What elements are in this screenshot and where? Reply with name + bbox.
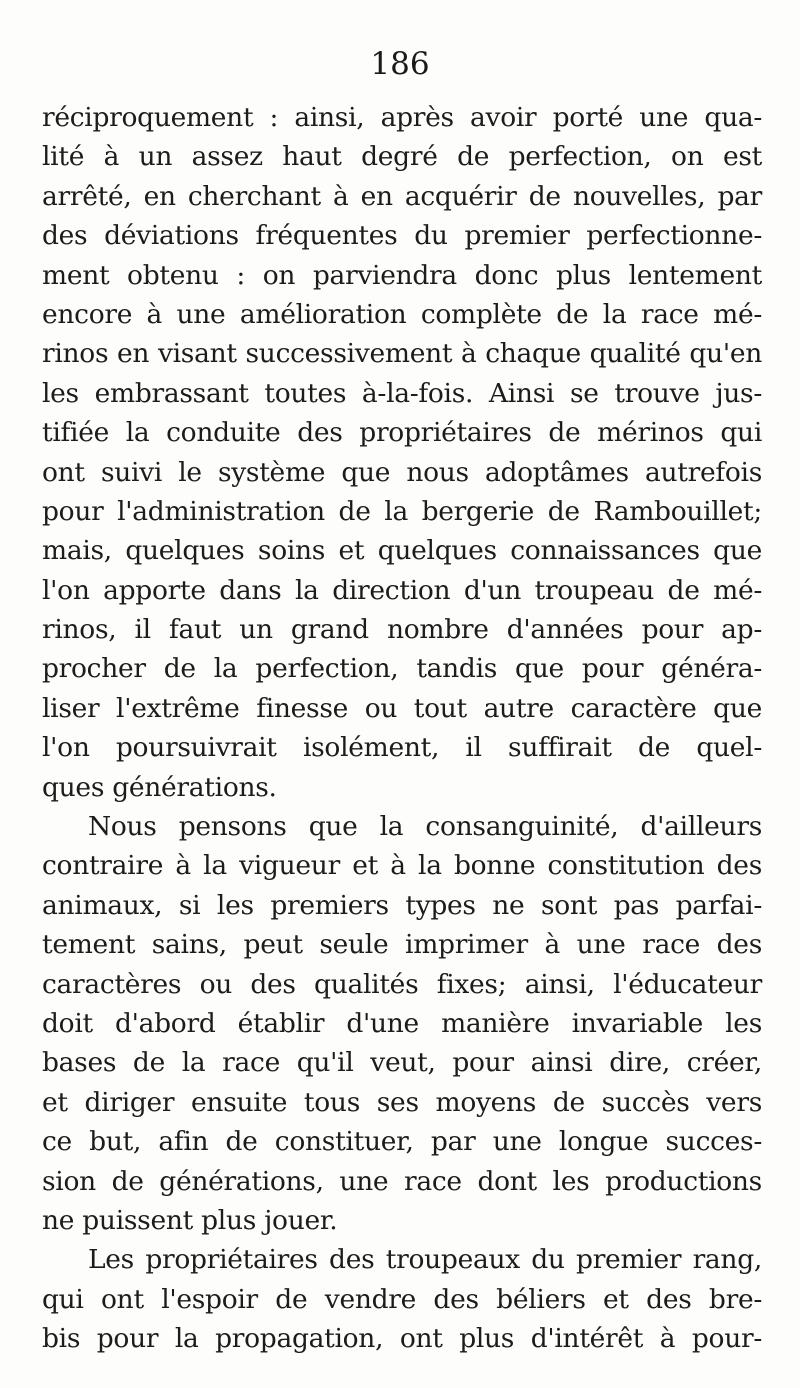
page-number: 186 [370, 46, 430, 82]
text-line: bis pour la propagation, ont plus d'intérêt à pour- [42, 1323, 762, 1355]
text-line: procher de la perfection, tandis que pour généra- [42, 653, 762, 685]
text-line: rinos, il faut un grand nombre d'années pour ap- [42, 614, 762, 646]
text-line: ques générations. [42, 771, 277, 803]
text-line: doit d'abord établir d'une manière invariable les [42, 1007, 762, 1039]
text-line: encore à une amélioration complète de la race mé- [42, 298, 762, 330]
text-line: bases de la race qu'il veut, pour ainsi dire, créer, [42, 1047, 762, 1079]
text-line: réciproquement : ainsi, après avoir porté une qua- [42, 102, 762, 133]
body-text [42, 98, 762, 1359]
text-line: ne puissent plus jouer. [42, 1204, 338, 1236]
text-line: les embrassant toutes à-la-fois. Ainsi se trouve jus- [42, 377, 762, 409]
text-line: arrêté, en cherchant à en acquérir de nouvelles, par [42, 180, 762, 212]
text-line: l'on poursuivrait isolément, il suffirait de quel- [42, 732, 762, 764]
text-line: caractères ou des qualités fixes; ainsi, l'éducateur [42, 968, 762, 1000]
text-line: ce but, afin de constituer, par une longue succes- [42, 1126, 762, 1158]
text-line: mais, quelques soins et quelques connaissances que [42, 535, 762, 567]
text-line: pour l'administration de la bergerie de Rambouillet; [42, 495, 762, 527]
text-line: animaux, si les premiers types ne sont pas parfai- [42, 889, 762, 921]
text-line: et diriger ensuite tous ses moyens de succès vers [42, 1086, 762, 1118]
text-line: qui ont l'espoir de vendre des béliers et des bre- [42, 1283, 762, 1315]
text-line: Nous pensons que la consanguinité, d'ailleurs [88, 811, 762, 843]
text-line: tement sains, peut seule imprimer à une race des [42, 929, 762, 961]
text-line: lité à un assez haut degré de perfection, on est [42, 141, 762, 173]
text-line: sion de générations, une race dont les productions [42, 1165, 762, 1197]
text-line: tifiée la conduite des propriétaires de mérinos qui [42, 417, 762, 449]
text-line: ont suivi le système que nous adoptâmes autrefois [42, 456, 762, 488]
text-line: contraire à la vigueur et à la bonne constitution des [42, 850, 762, 882]
text-line: ment obtenu : on parviendra donc plus lentement [42, 259, 762, 291]
text-line: des déviations fréquentes du premier perfectionne- [42, 220, 762, 252]
text-line: rinos en visant successivement à chaque qualité qu'en [42, 338, 762, 370]
text-line: l'on apporte dans la direction d'un troupeau de mé- [42, 574, 762, 606]
text-line: liser l'extrême finesse ou tout autre caractère que [42, 692, 762, 724]
text-line: Les propriétaires des troupeaux du premier rang, [88, 1244, 762, 1276]
